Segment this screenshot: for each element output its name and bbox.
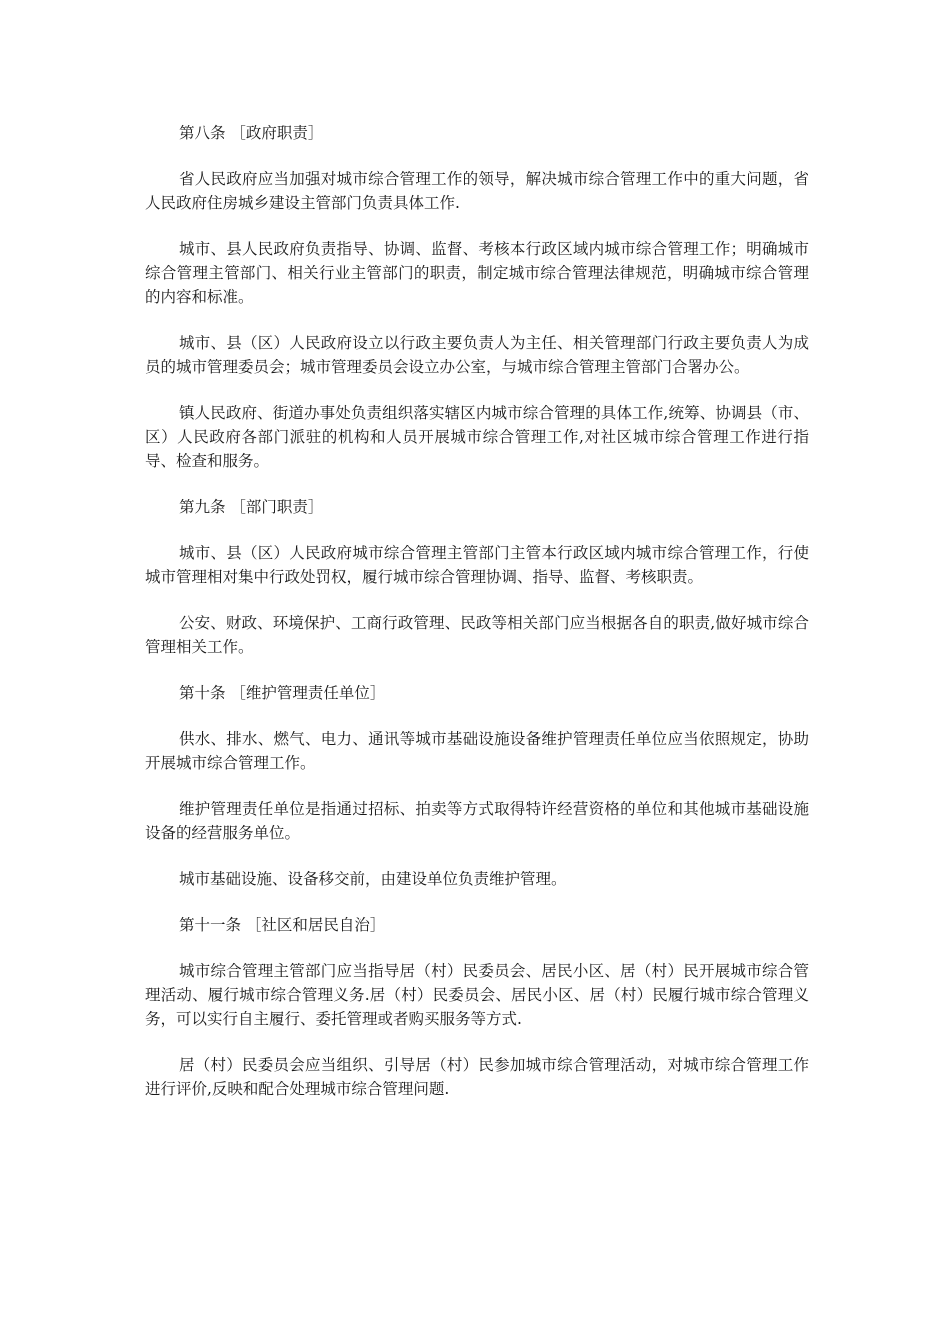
article-8-paragraph-1: 省人民政府应当加强对城市综合管理工作的领导，解决城市综合管理工作中的重大问题，省人民政府住房城乡建设主管部门负责具体工作.	[145, 170, 809, 212]
article-10-paragraph-3: 城市基础设施、设备移交前，由建设单位负责维护管理。	[179, 870, 567, 888]
article-8-paragraph-3: 城市、县（区）人民政府设立以行政主要负责人为主任、相关管理部门行政主要负责人为成员的城市管理委员会；城市管理委员会设立办公室，与城市综合管理主管部门合署办公。	[145, 334, 809, 376]
article-8-heading: 第八条 ［政府职责］	[179, 124, 324, 142]
article-10-paragraph-2: 维护管理责任单位是指通过招标、拍卖等方式取得特许经营资格的单位和其他城市基础设施设备的经营服务单位。	[145, 800, 809, 842]
article-10-heading: 第十条 ［维护管理责任单位］	[179, 684, 386, 702]
article-8-paragraph-4: 镇人民政府、街道办事处负责组织落实辖区内城市综合管理的具体工作,统筹、协调县（市、区）人民政府各部门派驻的机构和人员开展城市综合管理工作,对社区城市综合管理工作进行指导、检查和服务。	[145, 404, 809, 470]
document-body	[145, 121, 809, 1123]
article-9-paragraph-1: 城市、县（区）人民政府城市综合管理主管部门主管本行政区域内城市综合管理工作，行使城市管理相对集中行政处罚权，履行城市综合管理协调、指导、监督、考核职责。	[145, 544, 809, 586]
article-11-paragraph-2: 居（村）民委员会应当组织、引导居（村）民参加城市综合管理活动，对城市综合管理工作进行评价,反映和配合处理城市综合管理问题.	[145, 1056, 809, 1098]
article-11-paragraph-1: 城市综合管理主管部门应当指导居（村）民委员会、居民小区、居（村）民开展城市综合管理活动、履行城市综合管理义务.居（村）民委员会、居民小区、居（村）民履行城市综合管理义务，可以实行自主履行、委托管理或者购买服务等方式.	[145, 962, 809, 1028]
article-9-paragraph-2: 公安、财政、环境保护、工商行政管理、民政等相关部门应当根据各自的职责,做好城市综合管理相关工作。	[145, 614, 809, 656]
article-10-paragraph-1: 供水、排水、燃气、电力、通讯等城市基础设施设备维护管理责任单位应当依照规定，协助开展城市综合管理工作。	[145, 730, 809, 772]
article-9-heading: 第九条 ［部门职责］	[179, 498, 324, 516]
article-11-heading: 第十一条 ［社区和居民自治］	[179, 916, 386, 934]
article-8-paragraph-2: 城市、县人民政府负责指导、协调、监督、考核本行政区域内城市综合管理工作；明确城市综合管理主管部门、相关行业主管部门的职责，制定城市综合管理法律规范，明确城市综合管理的内容和标准。	[145, 240, 809, 306]
